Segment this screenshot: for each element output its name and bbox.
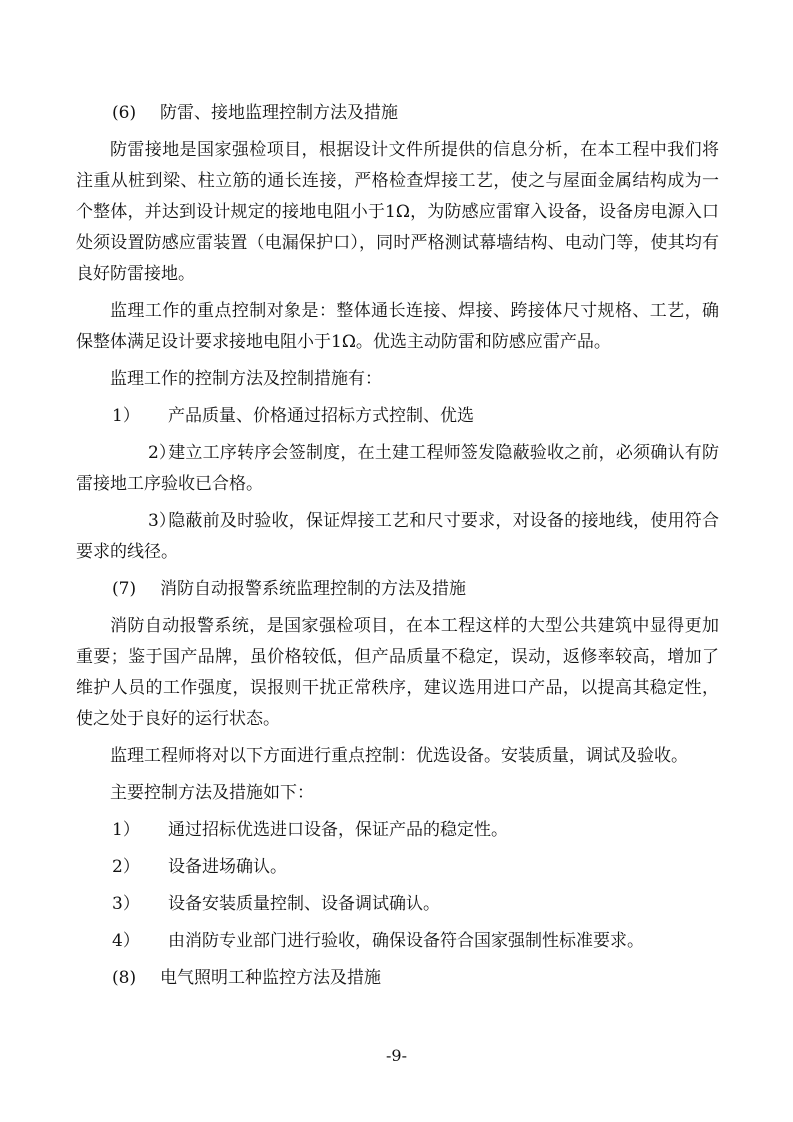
section-heading-6 (76, 98, 719, 129)
paragraph: 消防自动报警系统，是国家强检项目，在本工程这样的大型公共建筑中显得更加重要；鉴于国产品牌，虽价格较低，但产品质量不稳定，误动，返修率较高，增加了维护人员的工作强度，误报则干扰正常秩序，建议选用进口产品，以提高其稳定性，使之处于良好的运行状态。 (76, 616, 719, 729)
heading-text: 消防自动报警系统监理控制的方法及措施 (160, 579, 466, 599)
heading-number: (8) (112, 968, 137, 988)
list-number: 4） (112, 931, 140, 951)
list-text: 设备进场确认。 (168, 857, 287, 877)
list-item (76, 401, 719, 432)
paragraph: 监理工作的重点控制对象是：整体通长连接、焊接、跨接体尺寸规格、工艺，确保整体满足设计要求接地电阻小于1Ω。优选主动防雷和防感应雷产品。 (76, 301, 719, 352)
page-number: -9- (386, 1046, 407, 1065)
list-text: 隐蔽前及时验收，保证焊接工艺和尺寸要求，对设备的接地线，使用符合要求的线径。 (76, 511, 719, 562)
list-number: 1） (112, 406, 140, 426)
list-item (76, 438, 719, 500)
heading-text: 电气照明工种监控方法及措施 (160, 968, 381, 988)
list-number: 2） (112, 857, 140, 877)
list-text: 产品质量、价格通过招标方式控制、优选 (168, 406, 474, 426)
heading-text: 防雷、接地监理控制方法及措施 (160, 103, 398, 123)
section-heading-8 (76, 963, 719, 994)
list-item (76, 852, 719, 883)
list-text: 设备安装质量控制、设备调试确认。 (168, 894, 440, 914)
heading-number: (7) (112, 579, 137, 599)
heading-number: (6) (112, 103, 137, 123)
list-item (76, 506, 719, 568)
list-number: 3） (112, 894, 140, 914)
list-number: 3） (148, 511, 176, 531)
paragraph: 监理工程师将对以下方面进行重点控制：优选设备。安装质量，调试及验收。 (110, 746, 688, 766)
list-text: 建立工序转序会签制度，在土建工程师签发隐蔽验收之前，必须确认有防雷接地工序验收已合格。 (76, 443, 719, 494)
section-heading-7 (76, 574, 719, 605)
list-item (76, 889, 719, 920)
list-item (76, 926, 719, 957)
list-item (76, 815, 719, 846)
list-number: 1） (112, 820, 140, 840)
paragraph: 监理工作的控制方法及控制措施有： (110, 369, 382, 389)
list-text: 通过招标优选进口设备，保证产品的稳定性。 (168, 820, 508, 840)
paragraph: 防雷接地是国家强检项目，根据设计文件所提供的信息分析，在本工程中我们将注重从桩到梁、柱立筋的通长连接，严格检查焊接工艺，使之与屋面金属结构成为一个整体，并达到设计规定的接地电阻小于1Ω，为防感应雷窜入设备，设备房电源入口处须设置防感应雷装置（电漏保护口），同时严格测试幕墙结构、电动门等，使其均有良好防雷接地。 (76, 140, 719, 284)
list-number: 2） (148, 443, 176, 463)
list-text: 由消防专业部门进行验收，确保设备符合国家强制性标准要求。 (168, 931, 644, 951)
paragraph: 主要控制方法及措施如下： (110, 783, 314, 803)
